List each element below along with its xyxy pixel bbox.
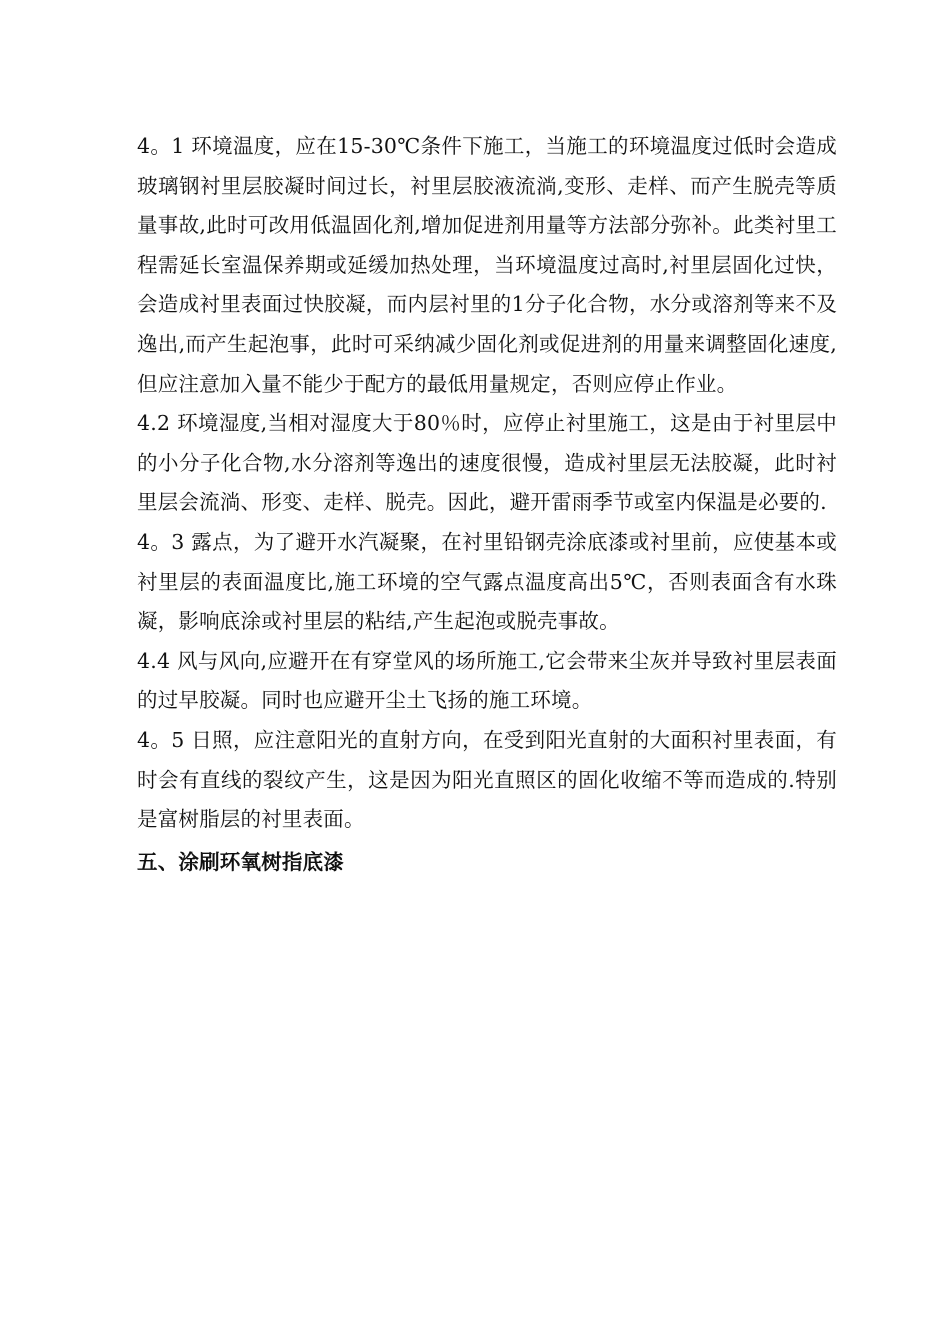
paragraph-4-3-dew-point: 4。3 露点，为了避开水汽凝聚，在衬里铅钢壳涂底漆或衬里前，应使基本或衬里层的表面温度比,施工环境的空气露点温度高出5℃，否则表面含有水珠凝，影响底涂或衬里层的粘结,产生起泡或脱壳事故。 [137, 529, 837, 634]
document-body [137, 127, 837, 882]
paragraph-4-5-sunlight: 4。5 日照，应注意阳光的直射方向，在受到阳光直射的大面积衬里表面，有时会有直线的裂纹产生，这是因为阳光直照区的固化收缩不等而造成的.特别是富树脂层的衬里表面。 [137, 727, 837, 832]
section-heading: 五、涂刷环氧树指底漆 [137, 849, 344, 874]
paragraph-4-4-wind: 4.4 风与风向,应避开在有穿堂风的场所施工,它会带来尘灰并导致衬里层表面的过早胶凝。同时也应避开尘土飞扬的施工环境。 [137, 648, 837, 713]
paragraph-4-1-temperature: 4。1 环境温度，应在15-30℃条件下施工，当施工的环境温度过低时会造成玻璃钢衬里层胶凝时间过长，衬里层胶液流淌,变形、走样、而产生脱壳等质量事故,此时可改用低温固化剂,增加促进剂用量等方法部分弥补。此类衬里工程需延长室温保养期或延缓加热处理，当环境温度过高时,衬里层固化过快，会造成衬里表面过快胶凝，而内层衬里的1分子化合物，水分或溶剂等来不及逸出,而产生起泡事，此时可采纳减少固化剂或促进剂的用量来调整固化速度,但应注意加入量不能少于配方的最低用量规定，否则应停止作业。 [137, 134, 837, 396]
paragraph-4-2-humidity: 4.2 环境湿度,当相对湿度大于80％时，应停止衬里施工，这是由于衬里层中的小分子化合物,水分溶剂等逸出的速度很慢，造成衬里层无法胶凝，此时衬里层会流淌、形变、走样、脱壳。因此，避开雷雨季节或室内保温是必要的. [137, 411, 837, 515]
